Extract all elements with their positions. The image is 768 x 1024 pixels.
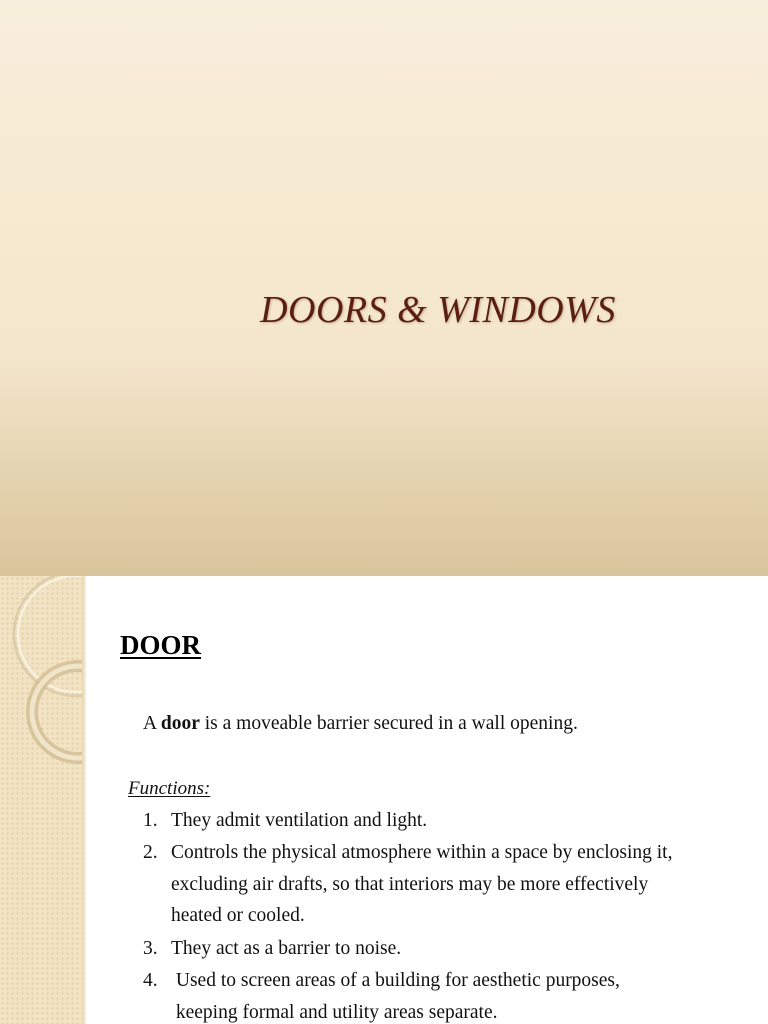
list-number: 4.	[143, 970, 158, 991]
list-text: Controls the physical atmosphere within a space by enclosing it,	[171, 842, 673, 863]
definition-text	[143, 713, 578, 735]
decorative-sidebar	[0, 576, 86, 1024]
list-text: keeping formal and utility areas separate.	[171, 1002, 498, 1023]
list-text: heated or cooled.	[171, 905, 305, 926]
functions-label: Functions:	[128, 778, 211, 799]
section-heading: DOOR	[120, 630, 201, 660]
slide-title: DOORS & WINDOWS	[260, 289, 616, 331]
list-number: 1.	[143, 810, 158, 831]
sidebar-edge	[82, 576, 86, 1024]
list-text: They admit ventilation and light.	[171, 810, 428, 831]
definition-prefix: A	[143, 713, 161, 734]
decorative-rings-icon	[0, 576, 86, 1024]
list-text: excluding air drafts, so that interiors may be more effectively	[171, 874, 649, 895]
list-number: 3.	[143, 938, 158, 959]
list-number: 2.	[143, 842, 158, 863]
definition-bold-term: door	[160, 713, 200, 734]
definition-rest: is a moveable barrier secured in a wall opening.	[199, 713, 578, 734]
list-text: Used to screen areas of a building for aesthetic purposes,	[171, 970, 620, 991]
list-text: They act as a barrier to noise.	[171, 938, 402, 959]
content-slide	[0, 576, 768, 1024]
